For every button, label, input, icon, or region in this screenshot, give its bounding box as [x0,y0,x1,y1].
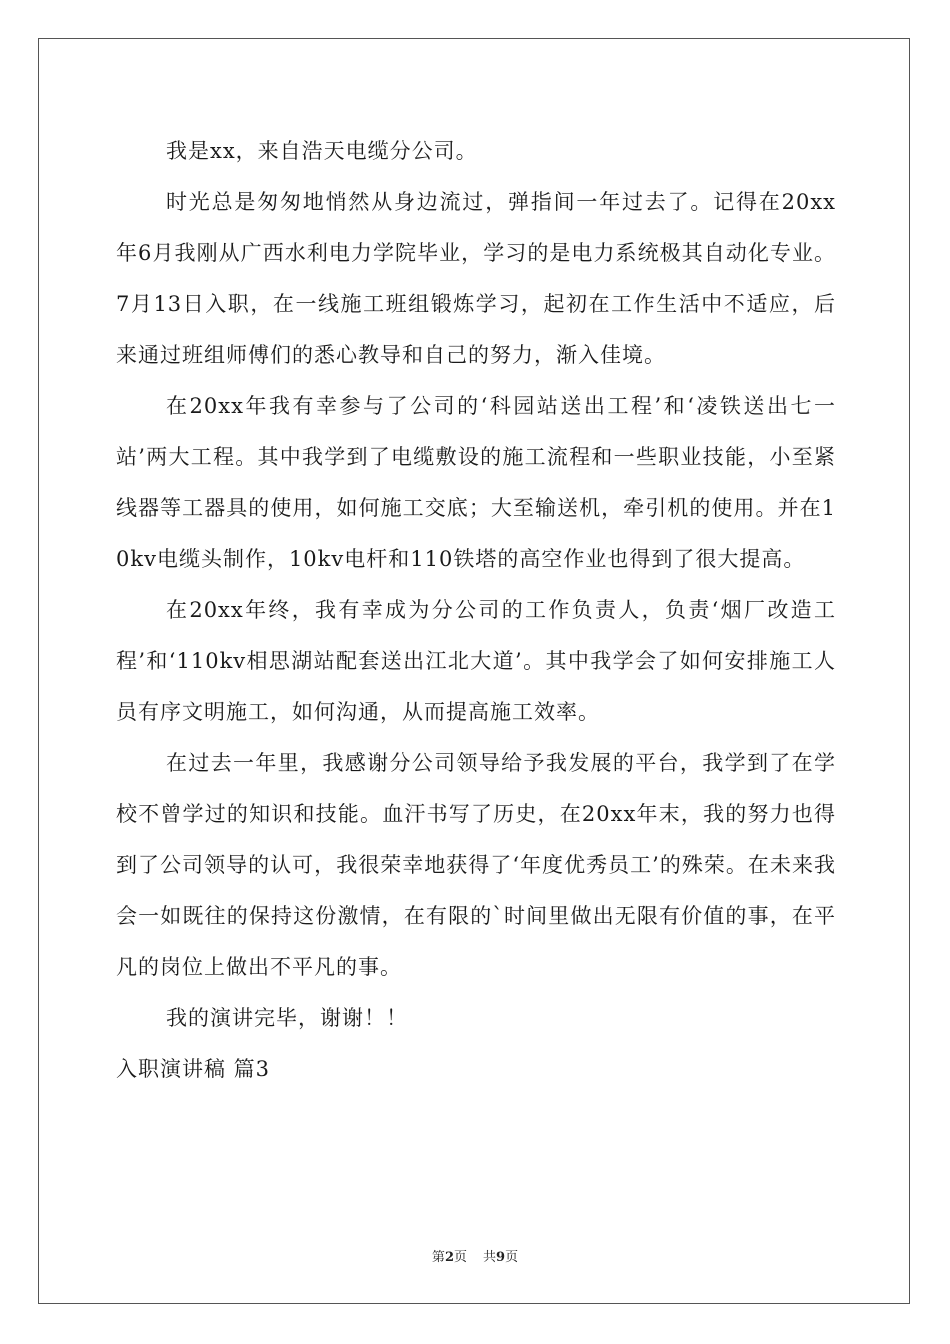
footer-page-prefix: 第 [431,1250,445,1265]
paragraph-projects: 在20xx年我有幸参与了公司的‘科园站送出工程’和‘凌铁送出七一站’两大工程。其中我学到了电缆敷设的施工流程和一些职业技能，小至紧线器等工器具的使用，如何施工交底；大至输送机，牵引机的使用。并在10kv电缆头制作，10kv电杆和110铁塔的高空作业也得到了很大提高。 [116,394,836,571]
footer-total-suffix: 页 [505,1250,519,1265]
document-body [116,126,836,1095]
paragraph-intro: 我是xx，来自浩天电缆分公司。 [166,139,478,163]
section-heading: 入职演讲稿 篇3 [116,1057,271,1081]
footer-page-suffix: 页 [453,1250,467,1265]
paragraph-closing: 我的演讲完毕，谢谢！！ [166,1006,408,1030]
page-footer [0,1246,950,1265]
paragraph-responsibility: 在20xx年终，我有幸成为分公司的工作负责人，负责‘烟厂改造工程’和‘110kv相思湖站配套送出江北大道’。其中我学会了如何安排施工人员有序文明施工，如何沟通，从而提高施工效率。 [116,598,836,724]
footer-page-total: 9 [496,1250,506,1265]
paragraph-gratitude: 在过去一年里，我感谢分公司领导给予我发展的平台，我学到了在学校不曾学过的知识和技能。血汗书写了历史，在20xx年末，我的努力也得到了公司领导的认可，我很荣幸地获得了‘年度优秀员工’的殊荣。在未来我会一如既往的保持这份激情，在有限的`时间里做出无限有价值的事，在平凡的岗位上做出不平凡的事。 [116,751,836,979]
paragraph-background: 时光总是匆匆地悄然从身边流过，弹指间一年过去了。记得在20xx年6月我刚从广西水利电力学院毕业，学习的是电力系统极其自动化专业。7月13日入职，在一线施工班组锻炼学习，起初在工作生活中不适应，后来通过班组师傅们的悉心教导和自己的努力，渐入佳境。 [116,190,836,367]
footer-page-current: 2 [444,1250,454,1265]
footer-total-prefix: 共 [483,1250,497,1265]
